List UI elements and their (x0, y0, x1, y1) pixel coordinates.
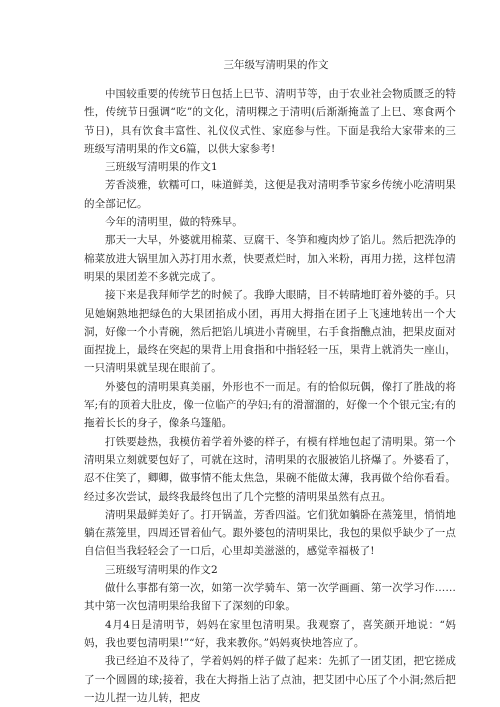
intro-paragraph: 中国较重要的传统节日包括上巳节、清明节等，由于农业社会物质匮乏的特性，传统节日强调“吃”的文化，清明粿之于清明(后渐渐掩盖了上巳、寒食两个节日)，具有饮食丰富性、礼仪仪式性、家庭参与性。下面是我给大家带来的三班级写清明果的作文6篇，以供大家参考! (84, 88, 456, 155)
paragraph: 打铁要趁热，我模仿着学着外婆的样子，有模有样地包起了清明果。第一个清明果立刻就要包好了，可就在这时，清明果的衣服被馅儿挤爆了。外婆看了，忍不住笑了，卿卿，做事情不能太焦急，果碗不能做太薄，我再做个给你看看。经过多次尝试，最终我最终包出了几个完整的清明果虽然有点丑。 (84, 435, 456, 503)
paragraph: 我已经迫不及待了，学着妈妈的样子做了起来：先抓了一团艾团，把它搓成了一个圆圆的球;接着，我在大拇指上沾了点油，把艾团中心压了个小洞;然后把一边儿捏一边儿转，把皮 (84, 655, 456, 704)
paragraph: 做什么事都有第一次，如第一次学骑车、第一次学画画、第一次学习作……其中第一次包清明果给我留下了深刻的印象。 (84, 582, 456, 613)
document-body (84, 85, 456, 707)
section-heading-1: 三班级写清明果的作文1 (105, 161, 218, 174)
paragraph: 芳香淡雅，软糯可口，味道鲜美，这便是我对清明季节家乡传统小吃清明果的全部记忆。 (84, 179, 456, 210)
paragraph: 外婆包的清明果真美丽，外形也不一而足。有的恰似玩偶，像打了胜战的将军;有的顶着大肚皮，像一位临产的孕妇;有的滑溜溜的，好像一个个银元宝;有的拖着长长的身子，像条乌篷船。 (84, 380, 456, 430)
paragraph: 今年的清明里，做的特殊早。 (105, 216, 243, 229)
document-title: 三年级写清明果的作文 (223, 59, 329, 71)
paragraph: 4月4日是清明节，妈妈在家里包清明果。我观察了，喜笑颜开地说：“妈妈，我也要包清明果!”“好，我来教你。”妈妈爽快地答应了。 (84, 618, 456, 649)
section-heading-2: 三班级写清明果的作文2 (105, 563, 218, 576)
paragraph: 清明果最鲜美好了。打开锅盖，芳香四溢。它们犹如躺卧在蒸笼里，悄悄地躺在蒸笼里，四周还冒着仙气。跟外婆包的清明果比，我包的果似乎缺少了一点自信但当我轻轻会了一口后，心里却美滋滋的，感觉幸福极了! (84, 508, 456, 558)
paragraph: 接下来是我拜师学艺的时候了。我睁大眼睛，目不转睛地盯着外婆的手。只见她娴熟地把绿色的大果团掐成小团，再用大拇指在团子上飞速地转出一个大洞，好像一个小青碗，然后把馅儿填进小青碗里，右手食指醮点油，把果皮面对面捏拢上，最终在突起的果背上用食指和中指轻轻一压，果背上就消失一座山，一只清明果就呈现在眼前了。 (84, 289, 456, 375)
paragraph: 那天一大早，外婆就用棉菜、豆腐干、冬笋和瘦肉炒了馅儿。然后把洗净的棉菜放进大锅里加入苏打用水煮，快要煮烂时，加入米粉，再用力搓，这样包清明果的果团差不多就完成了。 (84, 234, 456, 283)
